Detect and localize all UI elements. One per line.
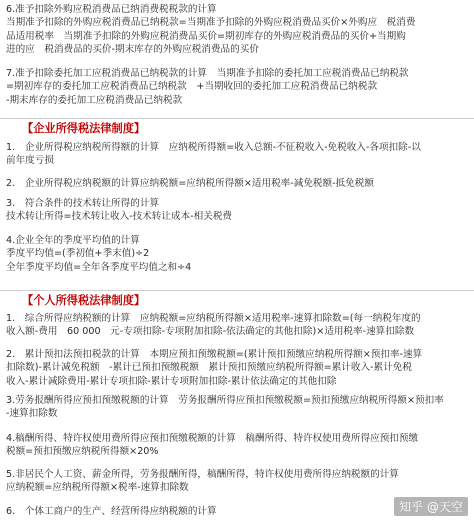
text-line: 4.稿酬所得、特许权使用费所得应预扣预缴税额的计算 稿酬所得、特许权使用费所得应预扣预缴 [6, 433, 419, 444]
text-line: 收入-累计减除费用-累计专项扣除-累计专项附加扣除-累计依法确定的其他扣除 [6, 375, 337, 387]
text-line: 7.准予扣除委托加工应税消费品已纳税款的计算 当期准予扣除的委托加工应税消费品已纳税款 [6, 68, 409, 79]
individual-tax-item-2 [6, 348, 466, 388]
text-line: 技术转让所得=技术转让收入-技术转让成本-相关税费 [6, 211, 233, 223]
text-line: 当期准予扣除的外购应税消费品已纳税款=当期准予扣除的外购应税消费品买价×外购应 税消费 [6, 17, 416, 29]
heading-text: 【个人所得税法律制度】 [22, 294, 146, 307]
text-line: 进的应 税消费品的买价-期末库存的外购应税消费品的买价 [6, 43, 259, 55]
text-line: 6. 个体工商户的生产、经营所得应纳税额的计算 [6, 506, 217, 517]
text-line: 3. 符合条件的技术转让所得的计算 [6, 198, 160, 209]
consumption-tax-item-6 [6, 3, 466, 56]
text-line: 前年度亏损 [6, 155, 54, 167]
text-line: 6.准予扣除外购应税消费品已纳消费税税款的计算 [6, 4, 217, 15]
corporate-tax-item-3 [6, 197, 466, 224]
text-line: 季度平均值=(季初值+季末值)÷2 [6, 248, 150, 260]
text-line: -期末库存的委托加工应税消费品已纳税款 [6, 94, 183, 106]
text-line: 应纳税额=应纳税所得额×税率-速算扣除数 [6, 482, 189, 494]
text-line: -速算扣除数 [6, 408, 58, 420]
text-line: 收入额-费用 60 000 元-专项扣除-专项附加扣除-依法确定的其他扣除)×适用税率-速算扣除数 [6, 326, 415, 338]
text-line: 2. 企业所得税应纳税额的计算应纳税额=应纳税所得额×适用税率-减免税额-抵免税额 [6, 178, 374, 189]
corporate-tax-item-2 [6, 177, 466, 190]
text-line: 4.企业全年的季度平均值的计算 [6, 235, 140, 246]
text-line: 1. 企业所得税应纳税所得额的计算 应纳税所得额=收入总额-不征税收入-免税收入-各项扣除-以 [6, 142, 421, 153]
section-heading-corporate-tax [0, 118, 474, 138]
text-line: 2. 累计预扣法预扣税款的计算 本期应预扣预缴税额=(累计预扣预缴应纳税所得额×预扣率-速算 [6, 349, 423, 360]
corporate-tax-item-1 [6, 141, 466, 168]
text-line: 3.劳务报酬所得应预扣预缴税额的计算 劳务报酬所得应预扣预缴税额=预扣预缴应纳税所得额×预扣率 [6, 395, 444, 406]
corporate-tax-item-4 [6, 234, 466, 274]
individual-tax-item-4 [6, 432, 466, 459]
text-line: 5.非居民个人工资、薪金所得，劳务报酬所得，稿酬所得，特许权使用费所得应纳税额的计算 [6, 469, 399, 480]
text-line: 税额=预扣预缴应纳税所得额×20% [6, 446, 159, 458]
text-line: 品适用税率 当期准予扣除的外购应税消费品买价=期初库存的外购应税消费品的买价+当期购 [6, 30, 406, 42]
text-line: 扣除数)-累计减免税额 -累计已预扣预缴税额 累计预扣预缴应纳税所得额=累计收入-累计免税 [6, 362, 412, 374]
text-line: =期初库存的委托加工应税消费品已纳税款 +当期收回的委托加工应税消费品已纳税款 [6, 81, 378, 93]
section-heading-individual-tax [0, 290, 474, 310]
individual-tax-item-1 [6, 312, 466, 339]
individual-tax-item-5 [6, 468, 466, 495]
watermark: 知乎 @天空 [394, 497, 468, 516]
individual-tax-item-3 [6, 394, 466, 421]
text-line: 1. 综合所得应纳税额的计算 应纳税额=应纳税所得额×适用税率-速算扣除数=(每一纳税年度的 [6, 313, 421, 324]
text-line: 全年季度平均值=全年各季度平均值之和÷4 [6, 261, 192, 273]
heading-text: 【企业所得税法律制度】 [22, 122, 146, 135]
consumption-tax-item-7 [6, 67, 466, 107]
